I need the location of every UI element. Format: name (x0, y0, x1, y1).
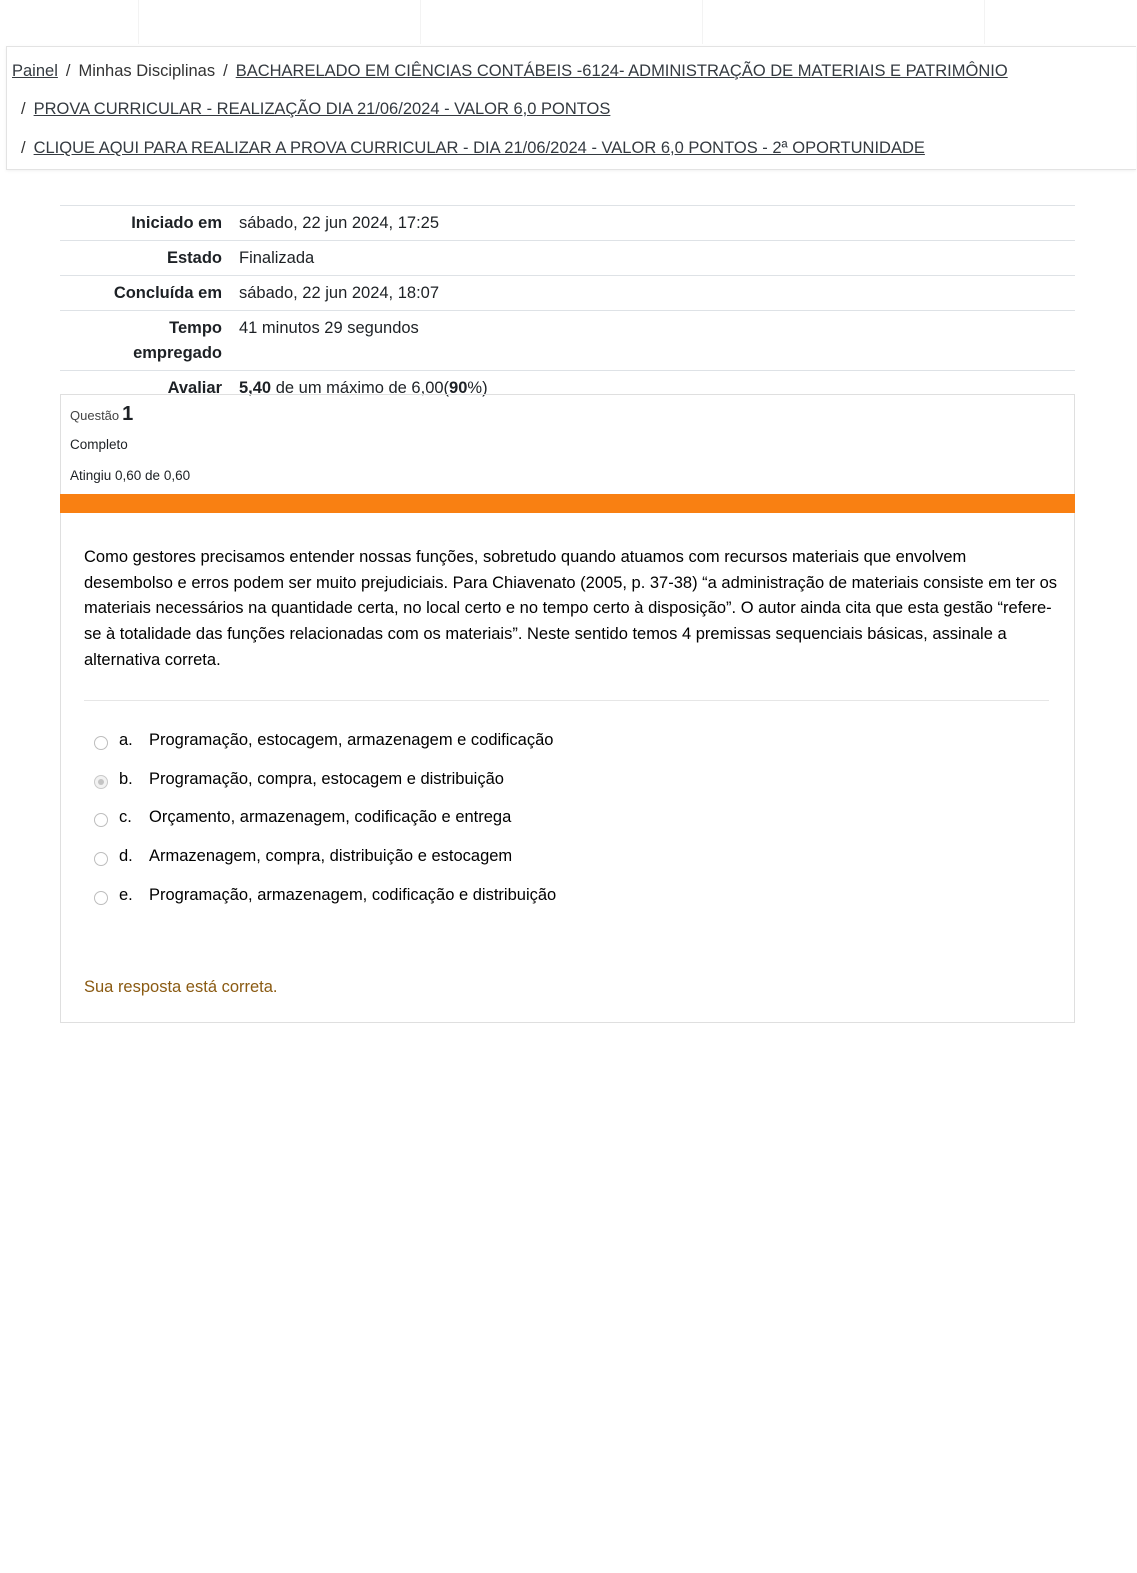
grade-text-end: %) (467, 379, 488, 397)
summary-row-started (60, 206, 1075, 241)
option-letter: e. (119, 885, 133, 904)
summary-value: sábado, 22 jun 2024, 17:25 (239, 214, 440, 232)
radio-button[interactable] (94, 813, 108, 827)
question-state: Completo (70, 437, 128, 452)
breadcrumb-link-quiz[interactable]: CLIQUE AQUI PARA REALIZAR A PROVA CURRICULAR - DIA 21/06/2024 - VALOR 6,0 PONTOS - 2ª OPORTUNIDADE (33, 139, 925, 157)
option-letter: b. (119, 769, 133, 788)
breadcrumb (6, 46, 1136, 170)
summary-label-part: Tempo (169, 319, 222, 337)
option-text: Orçamento, armazenagem, codificação e entrega (149, 808, 512, 827)
summary-label (60, 311, 239, 371)
option-text: Programação, armazenagem, codificação e distribuição (149, 885, 557, 904)
breadcrumb-separator: / (21, 139, 26, 157)
summary-label: Iniciado em (131, 214, 222, 232)
breadcrumb-link-painel[interactable]: Painel (12, 62, 58, 80)
radio-button[interactable] (94, 852, 108, 866)
summary-row-time (60, 311, 1075, 371)
question-grade: Atingiu 0,60 de 0,60 (70, 468, 191, 483)
breadcrumb-line-3 (21, 139, 925, 158)
breadcrumb-separator: / (223, 62, 228, 80)
radio-button[interactable] (94, 891, 108, 905)
breadcrumb-separator: / (21, 100, 26, 118)
breadcrumb-link-section[interactable]: PROVA CURRICULAR - REALIZAÇÃO DIA 21/06/2024 - VALOR 6,0 PONTOS (33, 100, 611, 118)
summary-value: sábado, 22 jun 2024, 18:07 (239, 284, 440, 302)
divider (84, 700, 1049, 701)
breadcrumb-separator: / (65, 62, 71, 80)
attempt-summary-table (60, 205, 1075, 405)
summary-label-part: empregado (133, 344, 222, 362)
breadcrumb-link-course[interactable]: BACHARELADO EM CIÊNCIAS CONTÁBEIS -6124- ADMINISTRAÇÃO DE MATERIAIS E PATRIMÔNIO (235, 62, 1008, 80)
summary-value: 41 minutos 29 segundos (239, 319, 419, 337)
summary-label: Estado (166, 249, 222, 267)
breadcrumb-line-2 (21, 100, 610, 119)
top-page-edge (0, 0, 1137, 44)
breadcrumb-line-1 (12, 62, 1008, 81)
summary-value: Finalizada (239, 249, 315, 267)
option-letter: d. (119, 847, 133, 866)
summary-label: Avaliar (167, 379, 222, 397)
question-label (70, 403, 134, 425)
radio-button[interactable] (94, 736, 108, 750)
summary-row-state (60, 241, 1075, 276)
question-text: Como gestores precisamos entender nossas funções, sobretudo quando atuamos com recursos materiais que envolvem desembolso e erros podem ser muito prejudiciais. Para Chiavenato (2005, p. 37-38) “a administração de materiais consiste em ter os materiais necessários na quantidade certa, no local certo e no tempo certo à disposição”. O autor ainda cita que esta gestão “refere-se à totalidade das funções relacionadas com os materiais”. Neste sentido temos 4 premissas sequenciais básicas, assinale a alternativa correta. (84, 548, 1058, 669)
answer-feedback: Sua resposta está correta. (84, 978, 278, 996)
grade-score: 5,40 (239, 379, 272, 397)
option-letter: c. (119, 808, 132, 827)
question-label-text: Questão (70, 408, 120, 423)
option-text: Programação, compra, estocagem e distribuição (149, 769, 504, 788)
option-text: Armazenagem, compra, distribuição e estocagem (149, 847, 513, 866)
question-card (60, 394, 1075, 1023)
summary-row-completed (60, 276, 1075, 311)
breadcrumb-minhas-disciplinas: Minhas Disciplinas (78, 62, 216, 80)
option-letter: a. (119, 731, 133, 749)
summary-label: Concluída em (113, 284, 222, 302)
radio-button-selected[interactable] (94, 775, 108, 789)
option-text: Programação, estocagem, armazenagem e codificação (149, 731, 554, 749)
question-accent-bar (60, 494, 1075, 513)
grade-percent: 90 (449, 379, 468, 397)
question-number (70, 403, 133, 426)
question-number-value: 1 (122, 403, 134, 425)
grade-text: de um máximo de 6,00( (271, 379, 450, 397)
